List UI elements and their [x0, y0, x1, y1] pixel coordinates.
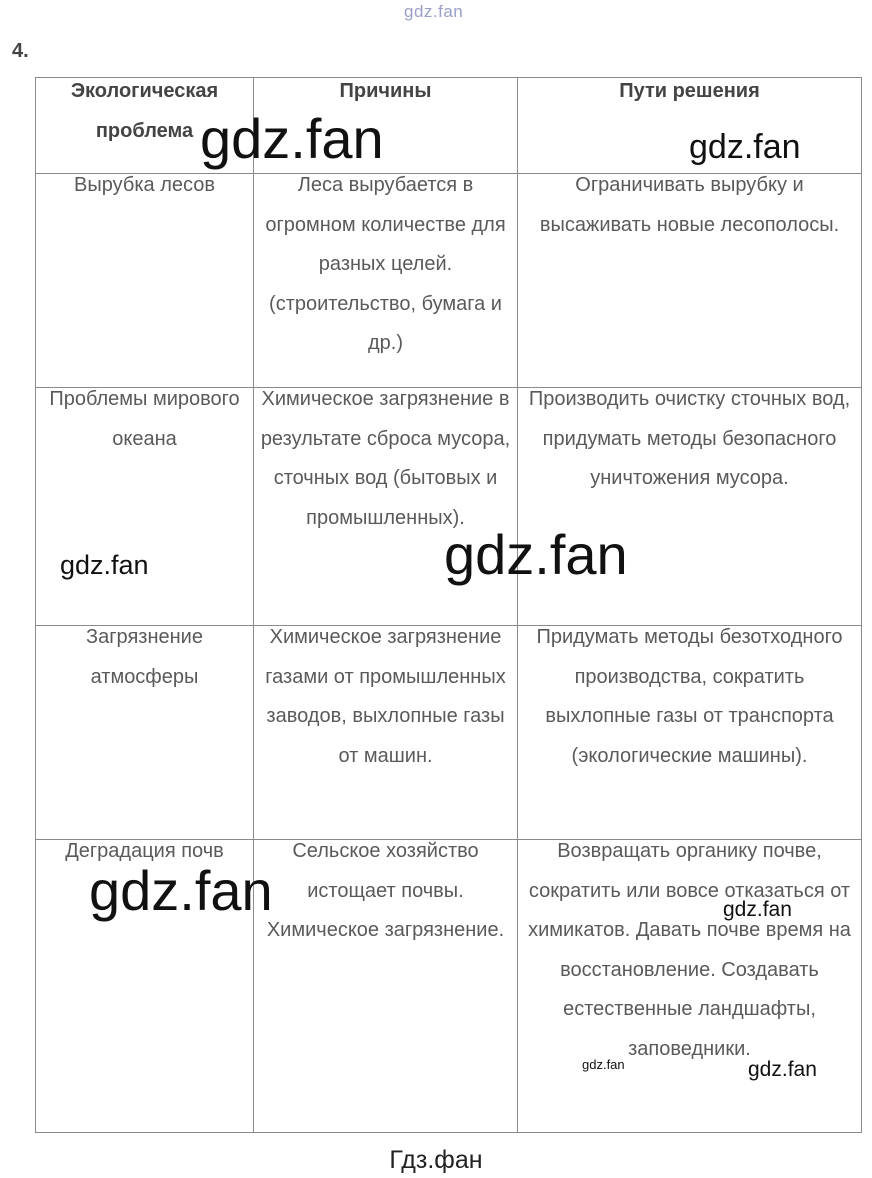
- task-number: 4.: [12, 40, 29, 62]
- row-4-problem: Деградация почв: [36, 840, 254, 1133]
- table-row: [36, 174, 862, 388]
- watermark-top: gdz.fan: [404, 2, 464, 21]
- watermark: gdz.fan: [200, 107, 384, 170]
- ecology-table: [35, 77, 862, 1133]
- row-1-causes: Леса вырубается в огромном количестве для разных целей. (строительство, бумага и др.): [254, 174, 518, 388]
- row-3-problem: Загрязнение атмосферы: [36, 626, 254, 840]
- watermark: gdz.fan: [582, 1057, 625, 1072]
- watermark: gdz.fan: [689, 128, 801, 166]
- watermark: gdz.fan: [60, 550, 149, 580]
- watermark: gdz.fan: [444, 523, 628, 586]
- row-3-causes: Химическое загрязнение газами от промышленных заводов, выхлопные газы от машин.: [254, 626, 518, 840]
- row-2-problem: Проблемы мирового океана: [36, 388, 254, 626]
- row-2-causes: Химическое загрязнение в результате сброса мусора, сточных вод (бытовых и промышленных).: [254, 388, 518, 626]
- table-row: [36, 626, 862, 840]
- header-solutions: Пути решения: [518, 78, 862, 174]
- watermark: gdz.fan: [89, 859, 273, 922]
- watermark: gdz.fan: [748, 1058, 817, 1081]
- row-4-solutions: Возвращать органику почве, сократить или вовсе отказаться от химикатов. Давать почве время на восстановление. Создавать естественные ландшафты, заповедники.: [518, 840, 862, 1133]
- caption: Гдз.фан: [389, 1146, 483, 1174]
- row-3-solutions: Придумать методы безотходного производства, сократить выхлопные газы от транспорта (экологические машины).: [518, 626, 862, 840]
- row-2-solutions: Производить очистку сточных вод, придумать методы безопасного уничтожения мусора.: [518, 388, 862, 626]
- table-row: [36, 388, 862, 626]
- watermark: gdz.fan: [723, 898, 792, 921]
- row-4-causes: Сельское хозяйство истощает почвы. Химическое загрязнение.: [254, 840, 518, 1133]
- row-1-problem: Вырубка лесов: [36, 174, 254, 388]
- row-1-solutions: Ограничивать вырубку и высаживать новые лесополосы.: [518, 174, 862, 388]
- header-causes: Причины: [254, 78, 518, 174]
- header-problem: Экологическая проблема: [36, 78, 254, 174]
